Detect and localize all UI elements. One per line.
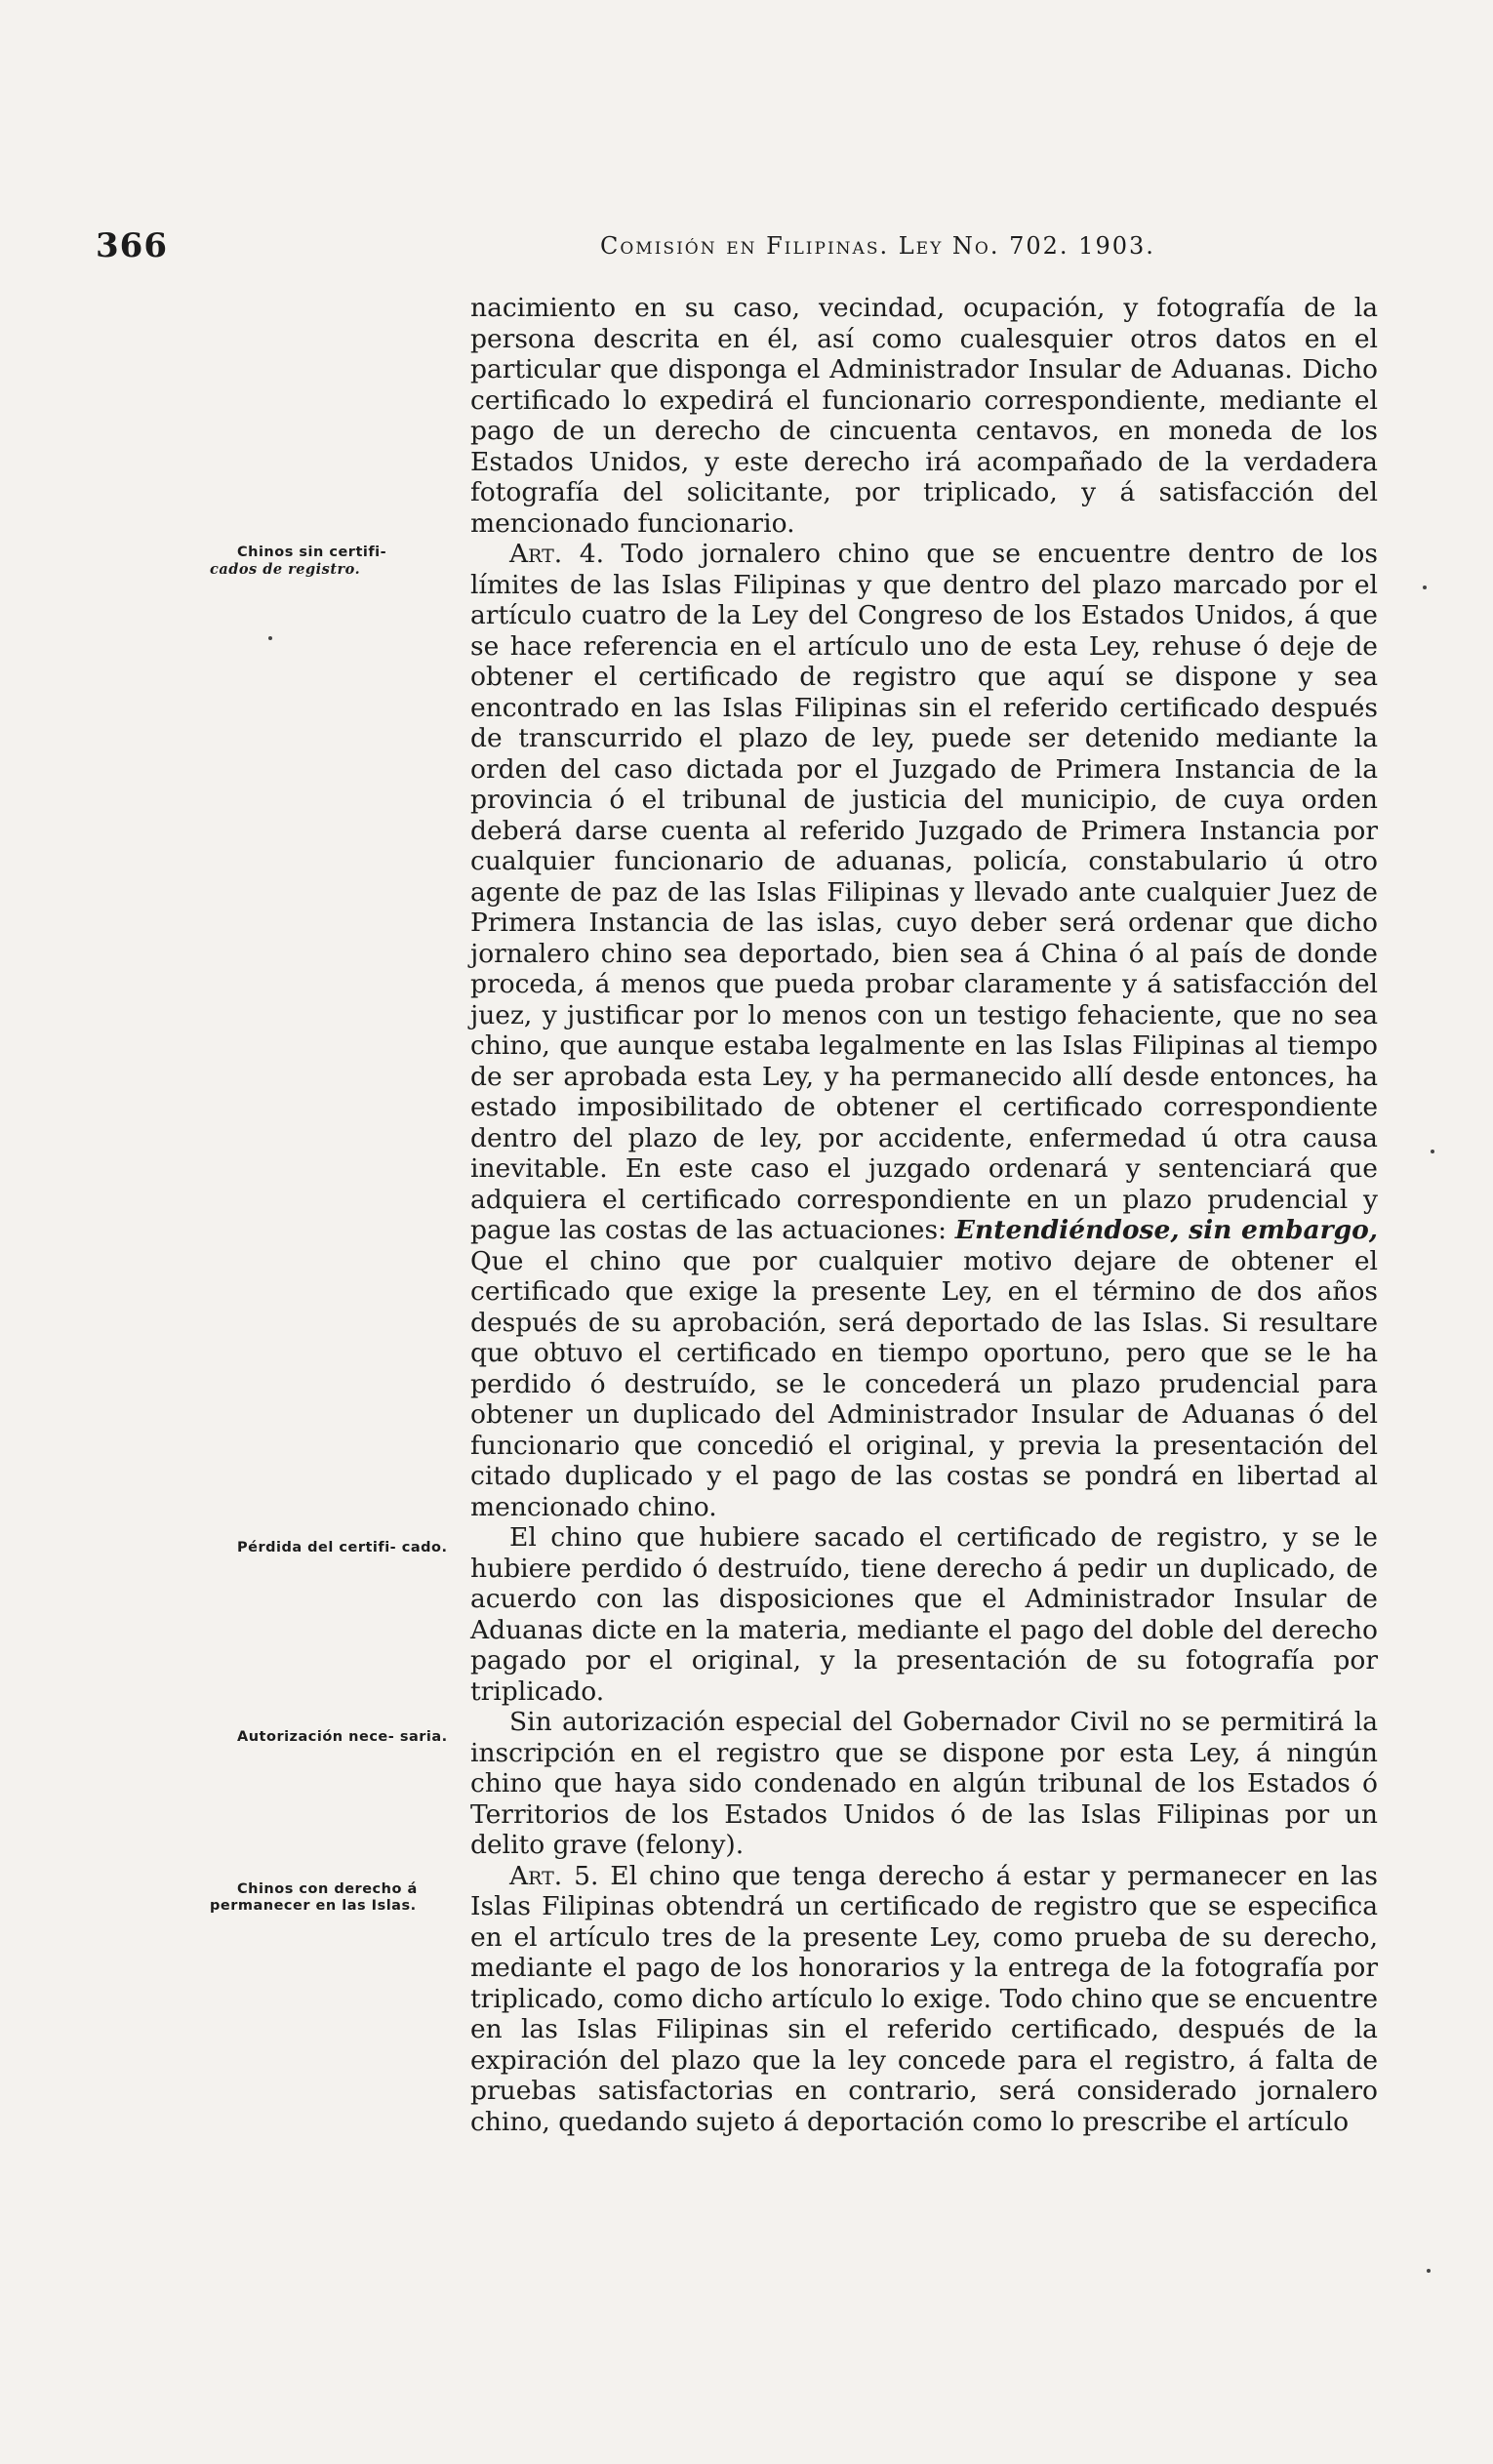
margin-note-line: Chinos sin certifi- — [237, 545, 387, 560]
paragraph-lost-certificate: El chino que hubiere sacado el certificado de registro, y se le hubiere perdido ó destruído, tiene derecho á pedir un duplicado, de acuerdo con las disposiciones que el Administrador Insular de Aduanas dicte en la materia, mediante el pago del doble del derecho pagado por el original, y la presentación de su fotografía por triplicado. — [470, 1522, 1378, 1707]
margin-note-autorizacion: Autorización nece- saria. — [237, 1729, 448, 1745]
article-text: Que el chino que por cualquier motivo dejare de obtener el certificado que exige la presente Ley, en el término de dos años después de su aprobación, será deportado de las Islas. Si resultare que obtuvo el certificado en tiempo oportuno, pero que se le ha perdido ó destruído, se le concederá un plazo prudencial para obtener un duplicado del Administrador Insular de Aduanas ó del funcionario que concedió el original, y previa la presentación del citado duplicado y el pago de las costas se pondrá en libertad al mencionado chino. — [470, 1245, 1378, 1522]
paragraph-art-5 — [470, 1861, 1378, 2138]
running-head: Comisión en Filipinas. Ley No. 702. 1903. — [600, 232, 1155, 260]
scan-speck — [1431, 1150, 1434, 1153]
paragraph-authorization: Sin autorización especial del Gobernador Civil no se permitirá la inscripción en el registro que se dispone por esta Ley, á ningún chino que haya sido condenado en algún tribunal de los Estados ó Territorios de los Estados Unidos ó de las Islas Filipinas por un delito grave (felony). — [470, 1707, 1378, 1860]
article-text: El chino que tenga derecho á estar y permanecer en las Islas Filipinas obtendrá un certificado de registro que se especifica en el artículo tres de la presente Ley, como prueba de su derecho, mediante el pago de los honorarios y la entrega de la fotografía por triplicado, como dicho artículo lo exige. Todo chino que se encuentre en las Islas Filipinas sin el referido certificado, después de la expiración del plazo que la ley concede para el registro, á falta de pruebas satisfactorias en contrario, será considerado jornalero chino, quedando sujeto á deportación como lo prescribe el artículo — [470, 1860, 1378, 2137]
margin-note-chinos-con-derecho: Chinos con derecho á permanecer en las Islas. — [210, 1881, 418, 1914]
article-label: Art. 5. — [509, 1860, 599, 1891]
margin-note-perdida: Pérdida del certifi- cado. — [237, 1540, 448, 1555]
page-number: 366 — [96, 226, 168, 265]
article-text: Todo jornalero chino que se encuentre dentro de los límites de las Islas Filipinas y que dentro del plazo marcado por el artículo cuatro de la Ley del Congreso de los Estados Unidos, á que se hace referencia en el artículo uno de esta Ley, rehuse ó deje de obtener el certificado de registro que aquí se dispone y sea encontrado en las Islas Filipinas sin el referido certificado después de transcurrido el plazo de ley, puede ser detenido mediante la orden del caso dictada por el Juzgado de Primera Instancia de la provincia ó el tribunal de justicia del municipio, de cuya orden deberá darse cuenta al referido Juzgado de Primera Instancia por cualquier funcionario de aduanas, policía, constabulario ú otro agente de paz de las Islas Filipinas y llevado ante cualquier Juez de Primera Instancia de las islas, cuyo deber será ordenar que dicho jornalero chino sea deportado, bien sea á China ó al país de donde proceda, á menos que pueda probar claramente y á satisfacción del juez, y justificar por lo menos con un testigo fehaciente, que no sea chino, que aunque estaba legalmente en las Islas Filipinas al tiempo de ser aprobada esta Ley, y ha permanecido allí desde entonces, ha estado imposibilitado de obtener el certificado correspondiente dentro del plazo de ley, por accidente, enfermedad ú otra causa inevitable. En este caso el juzgado ordenará y sentenciará que adquiera el certificado correspondiente en un plazo prudencial y pague las costas de las actuaciones: — [470, 539, 1378, 1245]
article-label: Art. 4. — [509, 539, 604, 569]
body-text — [470, 293, 1378, 2137]
margin-note-chinos-sin-certificados — [210, 545, 459, 579]
scan-speck — [268, 636, 272, 640]
scan-speck — [1427, 2269, 1431, 2273]
scan-speck — [1423, 586, 1427, 589]
margin-note-line: cados de registro. — [210, 561, 361, 578]
proviso-emphasis: Entendiéndose, sin embargo, — [954, 1215, 1379, 1245]
paragraph-continuation: nacimiento en su caso, vecindad, ocupación, y fotografía de la persona descrita en él, así como cualesquier otros datos en el particular que disponga el Administrador Insular de Aduanas. Dicho certificado lo expedirá el funcionario correspondiente, mediante el pago de un derecho de cincuenta centavos, en moneda de los Estados Unidos, y este derecho irá acompañado de la verdadera fotografía del solicitante, por triplicado, y á satisfacción del mencionado funcionario. — [470, 293, 1378, 539]
paragraph-art-4 — [470, 539, 1378, 1522]
